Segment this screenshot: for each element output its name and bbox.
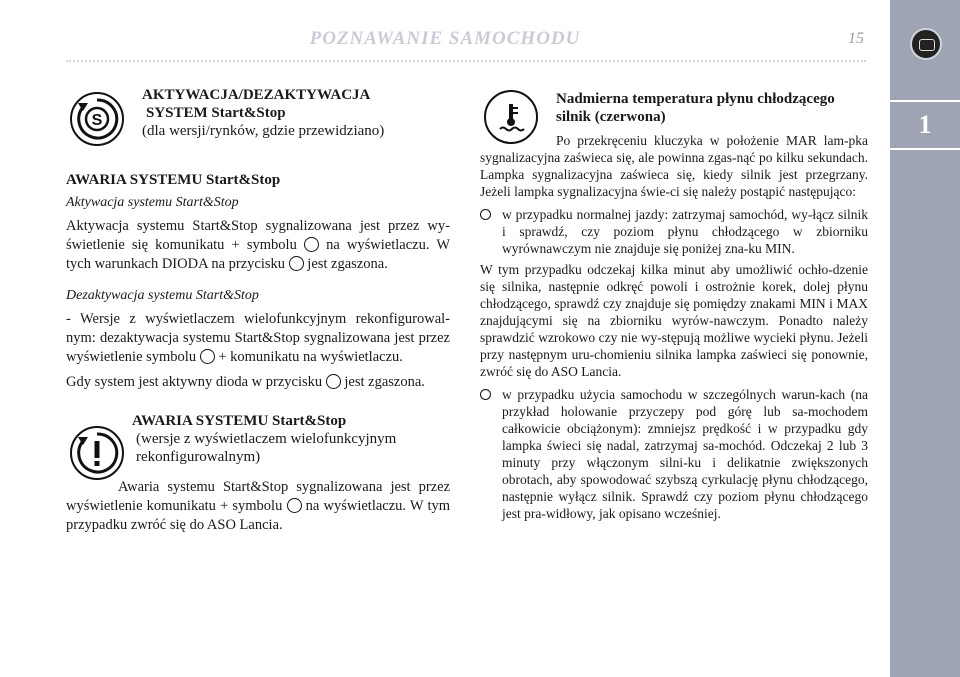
failure-text: Awaria systemu Start&Stop sygnalizowana jest przez wyświetlenie komunikatu + symbolu na wyświetlaczu. W tym przypadku zwróć się do ASO Lancia. (66, 479, 451, 533)
activation-title-3: (dla wersji/rynków, gdzie przewidziano) (142, 123, 385, 139)
failure-title: AWARIA SYSTEMU Start&Stop (132, 413, 347, 429)
start-stop-failure-icon (70, 426, 124, 480)
coolant-title-2: silnik (czerwona) (556, 109, 666, 125)
coolant-paragraph: W tym przypadku odczekaj kilka minut aby umożliwić ochło-dzenie się silnika, następnie odkręć powoli i ostrożnie korek, dolej płynu chłodzącego, sprawdź czy znajduje się pomiędzy znakami MIN i MAX znajdującymi się na zbiorniku wyrów-nawczym. Ponadto należy sprawdzić wzrokowo czy nie wy-stępują możliwe wycieki płynu. Jeżeli przy następnym uru-chomieniu silnika lampka zaświeci się ponownie, zwróć się do ASO Lancia. (480, 262, 868, 379)
page-number: 15 (848, 30, 864, 47)
failure-subtitle-2: rekonfigurowalnym) (136, 449, 261, 465)
start-stop-off-icon (326, 374, 341, 389)
start-stop-off-icon (200, 349, 215, 364)
coolant-title-1: Nadmierna temperatura płynu chłodzącego (556, 91, 835, 107)
section-title: AWARIA SYSTEMU Start&Stop (66, 172, 281, 188)
activation-title-2: SYSTEM Start&Stop (146, 105, 286, 121)
bullet-text-1: w przypadku normalnej jazdy: zatrzymaj samochód, wy-łącz silnik i sprawdź, czy poziom płynu chłodzącego w zbiorniku wyrównawczym nie znajduje się poniżej zna-ku MIN. (502, 207, 868, 256)
deactivation-text: - Wersje z wyświetlaczem wielofunkcyjnym rekonfigurowal-nym: dezaktywacja systemu Start&Stop sygnalizowana jest przez wyświetlenie symbolu + komunikatu na wyświetlaczu. (66, 311, 450, 365)
failure-subtitle-1: (wersje z wyświetlaczem wielofunkcyjnym (136, 431, 397, 447)
svg-text:S: S (91, 112, 103, 129)
active-text: Gdy system jest aktywny dioda w przycisku jest zgaszona. (66, 374, 425, 390)
header-divider (66, 60, 866, 62)
lancia-logo-icon (910, 28, 942, 60)
start-stop-failure-icon (287, 498, 302, 513)
running-header: POZNAWANIE SAMOCHODU (309, 28, 581, 49)
bullet-icon (480, 389, 491, 400)
list-item (480, 206, 868, 257)
start-stop-off-icon (289, 256, 304, 271)
failure-block (66, 412, 450, 474)
chapter-number: 1 (890, 100, 960, 150)
bullet-icon (480, 209, 491, 220)
deactivation-subheading: Dezaktywacja systemu Start&Stop (66, 288, 259, 303)
coolant-temperature-icon (484, 90, 538, 144)
start-stop-s-icon (70, 92, 124, 146)
activation-block (66, 80, 450, 158)
activation-title-1: AKTYWACJA/DEZAKTYWACJA (142, 87, 371, 103)
left-column (66, 80, 450, 535)
coolant-intro: Po przekręceniu kluczyka w położenie MAR lam-pka sygnalizacyjna zaświeca się, ale powinna zgas-nąć po kilku sekundach. Lampka sygnalizacyjna zaświeca się, kiedy silnik jest przegrzany. Jeżeli lampka sygnalizacyjna świe-ci się należy postąpić następująco: (480, 133, 868, 199)
coolant-block (480, 80, 868, 132)
list-item (480, 386, 868, 522)
bullet-text-2: w przypadku użycia samochodu w szczególnych warun-kach (na przykład holowanie przyczepy pod górę lub sa-mochodem całkowicie obciążonym): zmniejsz prędkość i w przypadku gdy lampka świeci się nadal, zatrzymaj sa-mochód. Odczekaj 2 lub 3 minuty przy włączonym silni-ku i delikatnie zwiększonych obrotach, aby spowodować szybszą cyrkulację płynu chłodzącego, następnie wyłącz silnik. Sprawdź czy poziom płynu chłodzącego jest pra-widłowy, jak opisano wcześniej. (502, 387, 868, 521)
right-column (480, 80, 868, 522)
activation-text: Aktywacja systemu Start&Stop sygnalizowana jest przez wy-świetlenie się komunikatu + symbolu na wyświetlaczu. W tych warunkach DIODA na przycisku jest zgaszona. (66, 218, 451, 272)
start-stop-s-icon (304, 237, 319, 252)
chapter-side-tab (890, 0, 960, 677)
activation-subheading: Aktywacja systemu Start&Stop (66, 195, 239, 210)
